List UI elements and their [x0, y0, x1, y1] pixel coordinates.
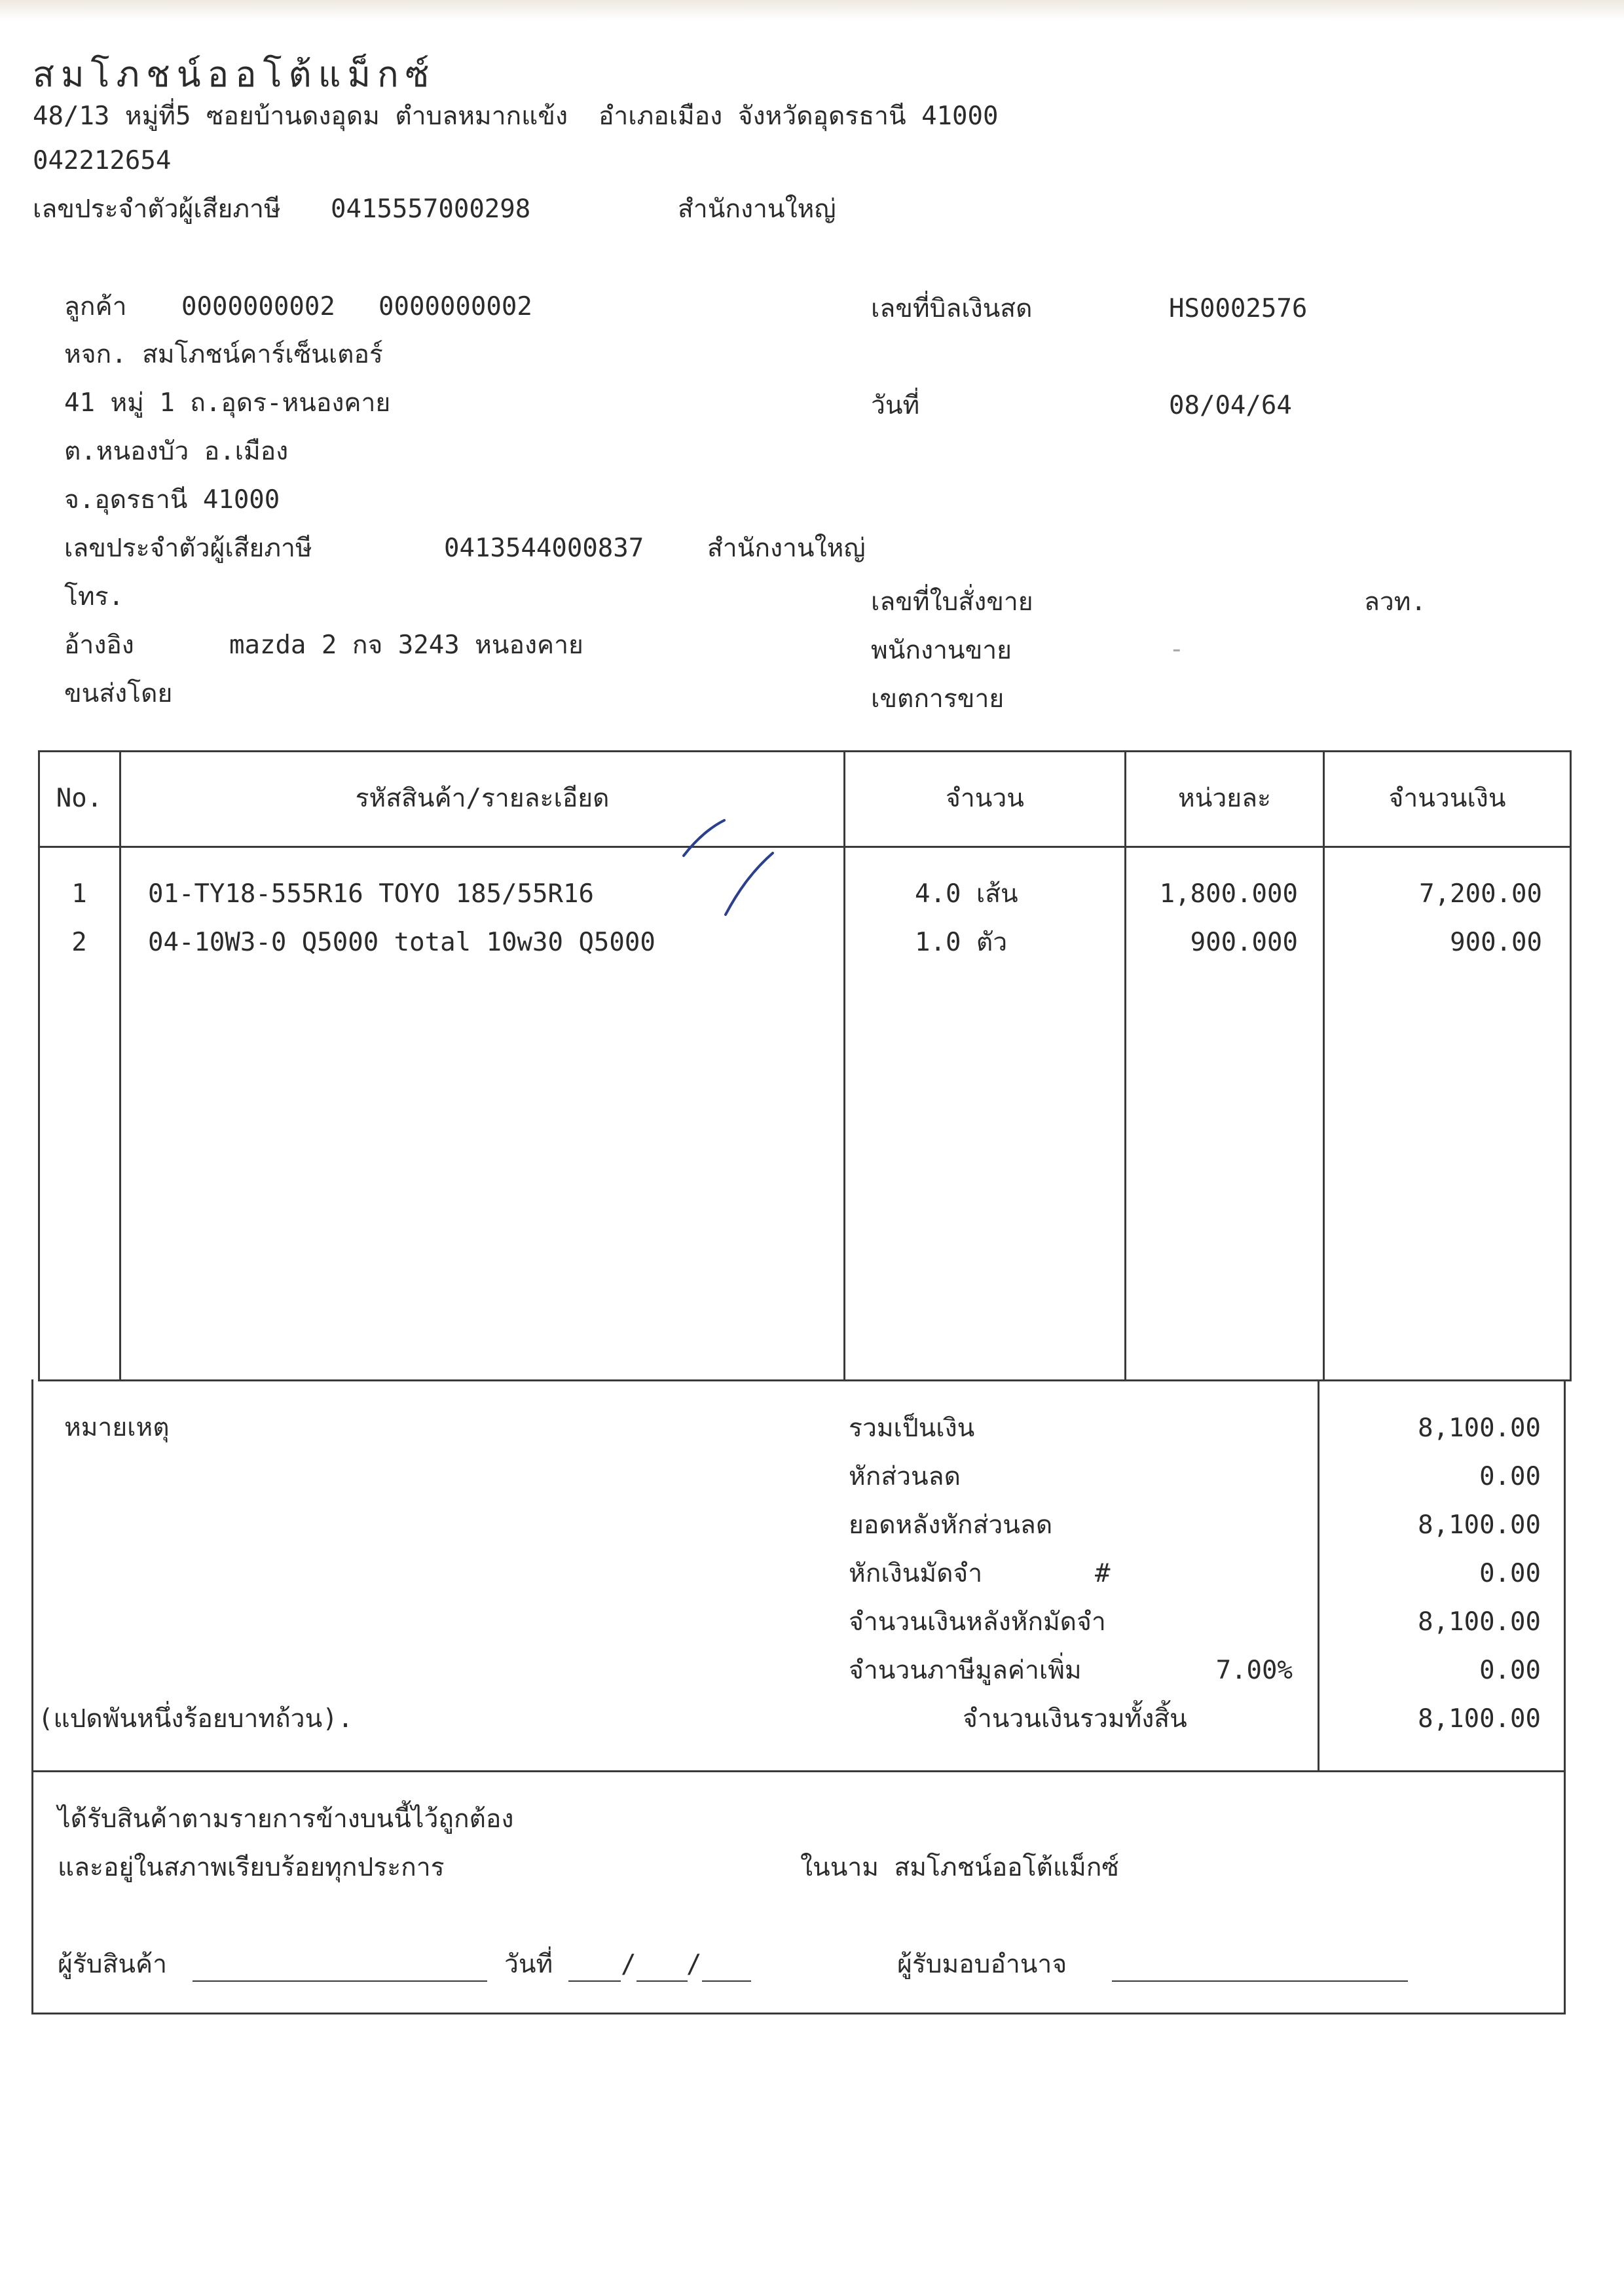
- deposit-label: หักเงินมัดจำ: [849, 1559, 983, 1588]
- remark-label: หมายเหตุ: [64, 1413, 170, 1442]
- customer-address-line1: 41 หมู่ 1 ถ.อุดร-หนองคาย: [64, 388, 391, 418]
- deposit-value: 0.00: [1479, 1559, 1541, 1588]
- row-quantity: 1.0 ตัว: [915, 928, 1008, 957]
- amount-in-words: (แปดพันหนึ่งร้อยบาทถ้วน).: [38, 1704, 354, 1734]
- header-no: No.: [56, 784, 103, 813]
- paper-top-edge: [0, 0, 1624, 20]
- reference-label: อ้างอิง: [64, 630, 134, 660]
- sales-order-label: เลขที่ใบสั่งขาย: [871, 587, 1033, 617]
- reference-value: mazda 2 กจ 3243 หนองคาย: [229, 630, 583, 660]
- receiver-label: ผู้รับสินค้า: [58, 1950, 168, 1979]
- company-tax-id: 0415557000298: [331, 194, 531, 224]
- row-unit-price: 1,800.000: [1159, 879, 1298, 909]
- customer-address-line2: ต.หนองบัว อ.เมือง: [64, 437, 289, 466]
- discount-value: 0.00: [1479, 1462, 1541, 1491]
- salesperson-label: พนักงานขาย: [871, 636, 1012, 665]
- company-name: สมโภชน์ออโต้แม็กซ์: [33, 54, 436, 95]
- on-behalf-of: ในนาม สมโภชน์ออโต้แม็กซ์: [800, 1853, 1119, 1882]
- customer-code: 0000000002: [181, 292, 335, 321]
- header-quantity: จำนวน: [946, 784, 1024, 813]
- header-description: รหัสสินค้า/รายละเอียด: [355, 784, 610, 813]
- receive-date-day-line: [568, 1980, 621, 1982]
- vat-rate: 7.00%: [1215, 1656, 1293, 1685]
- row-quantity: 4.0 เส้น: [915, 879, 1018, 909]
- row-amount: 7,200.00: [1419, 879, 1542, 909]
- row-no: 1: [71, 879, 87, 909]
- handwritten-check-mark: [674, 815, 779, 923]
- after-deposit-value: 8,100.00: [1418, 1607, 1541, 1637]
- sales-area-label: เขตการขาย: [871, 684, 1005, 714]
- subtotal-value: 8,100.00: [1418, 1413, 1541, 1443]
- receive-date-label: วันที่: [504, 1950, 553, 1979]
- received-statement-line1: ได้รับสินค้าตามรายการข้างบนนี้ไว้ถูกต้อง: [58, 1804, 514, 1834]
- shipping-label: ขนส่งโดย: [64, 679, 173, 708]
- after-deposit-label: จำนวนเงินหลังหักมัดจำ: [849, 1607, 1106, 1637]
- deposit-mark: #: [1095, 1559, 1111, 1588]
- authorized-signature-line: [1112, 1980, 1408, 1982]
- company-tax-label: เลขประจำตัวผู้เสียภาษี: [33, 194, 281, 224]
- company-address: 48/13 หมู่ที่5 ซอยบ้านดงอุดม ตำบลหมากแข้ง อำเภอเมือง จังหวัดอุดรธานี 41000: [33, 101, 999, 131]
- customer-code-secondary: 0000000002: [378, 292, 532, 321]
- customer-name: หจก. สมโภชน์คาร์เซ็นเตอร์: [64, 340, 383, 369]
- grand-total-label: จำนวนเงินรวมทั้งสิ้น: [963, 1704, 1187, 1734]
- receive-date-month-line: [637, 1980, 688, 1982]
- date-slash-icon: /: [621, 1950, 637, 1979]
- received-statement-line2: และอยู่ในสภาพเรียบร้อยทุกประการ: [58, 1853, 445, 1882]
- after-discount-value: 8,100.00: [1418, 1510, 1541, 1540]
- after-discount-label: ยอดหลังหักส่วนลด: [849, 1510, 1053, 1540]
- receiver-signature-line: [193, 1980, 487, 1982]
- header-unit-price: หน่วยละ: [1178, 784, 1271, 813]
- authorized-label: ผู้รับมอบอำนาจ: [897, 1950, 1067, 1979]
- subtotal-label: รวมเป็นเงิน: [849, 1413, 975, 1443]
- customer-phone-label: โทร.: [64, 582, 124, 611]
- row-description: 01-TY18-555R16 TOYO 185/55R16: [148, 879, 594, 909]
- customer-tax-id: 0413544000837: [444, 534, 644, 563]
- row-no: 2: [71, 928, 87, 957]
- row-unit-price: 900.000: [1190, 928, 1298, 957]
- salesperson-value: -: [1169, 634, 1185, 664]
- vat-label: จำนวนภาษีมูลค่าเพิ่ม: [849, 1656, 1082, 1685]
- company-phone: 042212654: [33, 146, 172, 175]
- date-label: วันที่: [871, 391, 920, 420]
- invoice-date: 08/04/64: [1169, 391, 1292, 420]
- receive-date-year-line: [702, 1980, 751, 1982]
- customer-tax-label: เลขประจำตัวผู้เสียภาษี: [64, 534, 312, 563]
- bill-number-label: เลขที่บิลเงินสด: [871, 294, 1033, 323]
- vat-value: 0.00: [1479, 1656, 1541, 1685]
- grand-total-value: 8,100.00: [1418, 1704, 1541, 1734]
- bill-number: HS0002576: [1169, 294, 1308, 323]
- row-amount: 900.00: [1450, 928, 1542, 957]
- customer-label: ลูกค้า: [64, 292, 127, 321]
- header-amount: จำนวนเงิน: [1388, 784, 1506, 813]
- date-slash-icon: /: [686, 1950, 702, 1979]
- sales-order-value: ลวท.: [1364, 587, 1426, 617]
- customer-address-line3: จ.อุดรธานี 41000: [64, 485, 280, 515]
- discount-label: หักส่วนลด: [849, 1462, 961, 1491]
- customer-branch: สำนักงานใหญ่: [707, 534, 866, 563]
- row-description: 04-10W3-0 Q5000 total 10w30 Q5000: [148, 928, 655, 957]
- company-branch: สำนักงานใหญ่: [678, 194, 836, 224]
